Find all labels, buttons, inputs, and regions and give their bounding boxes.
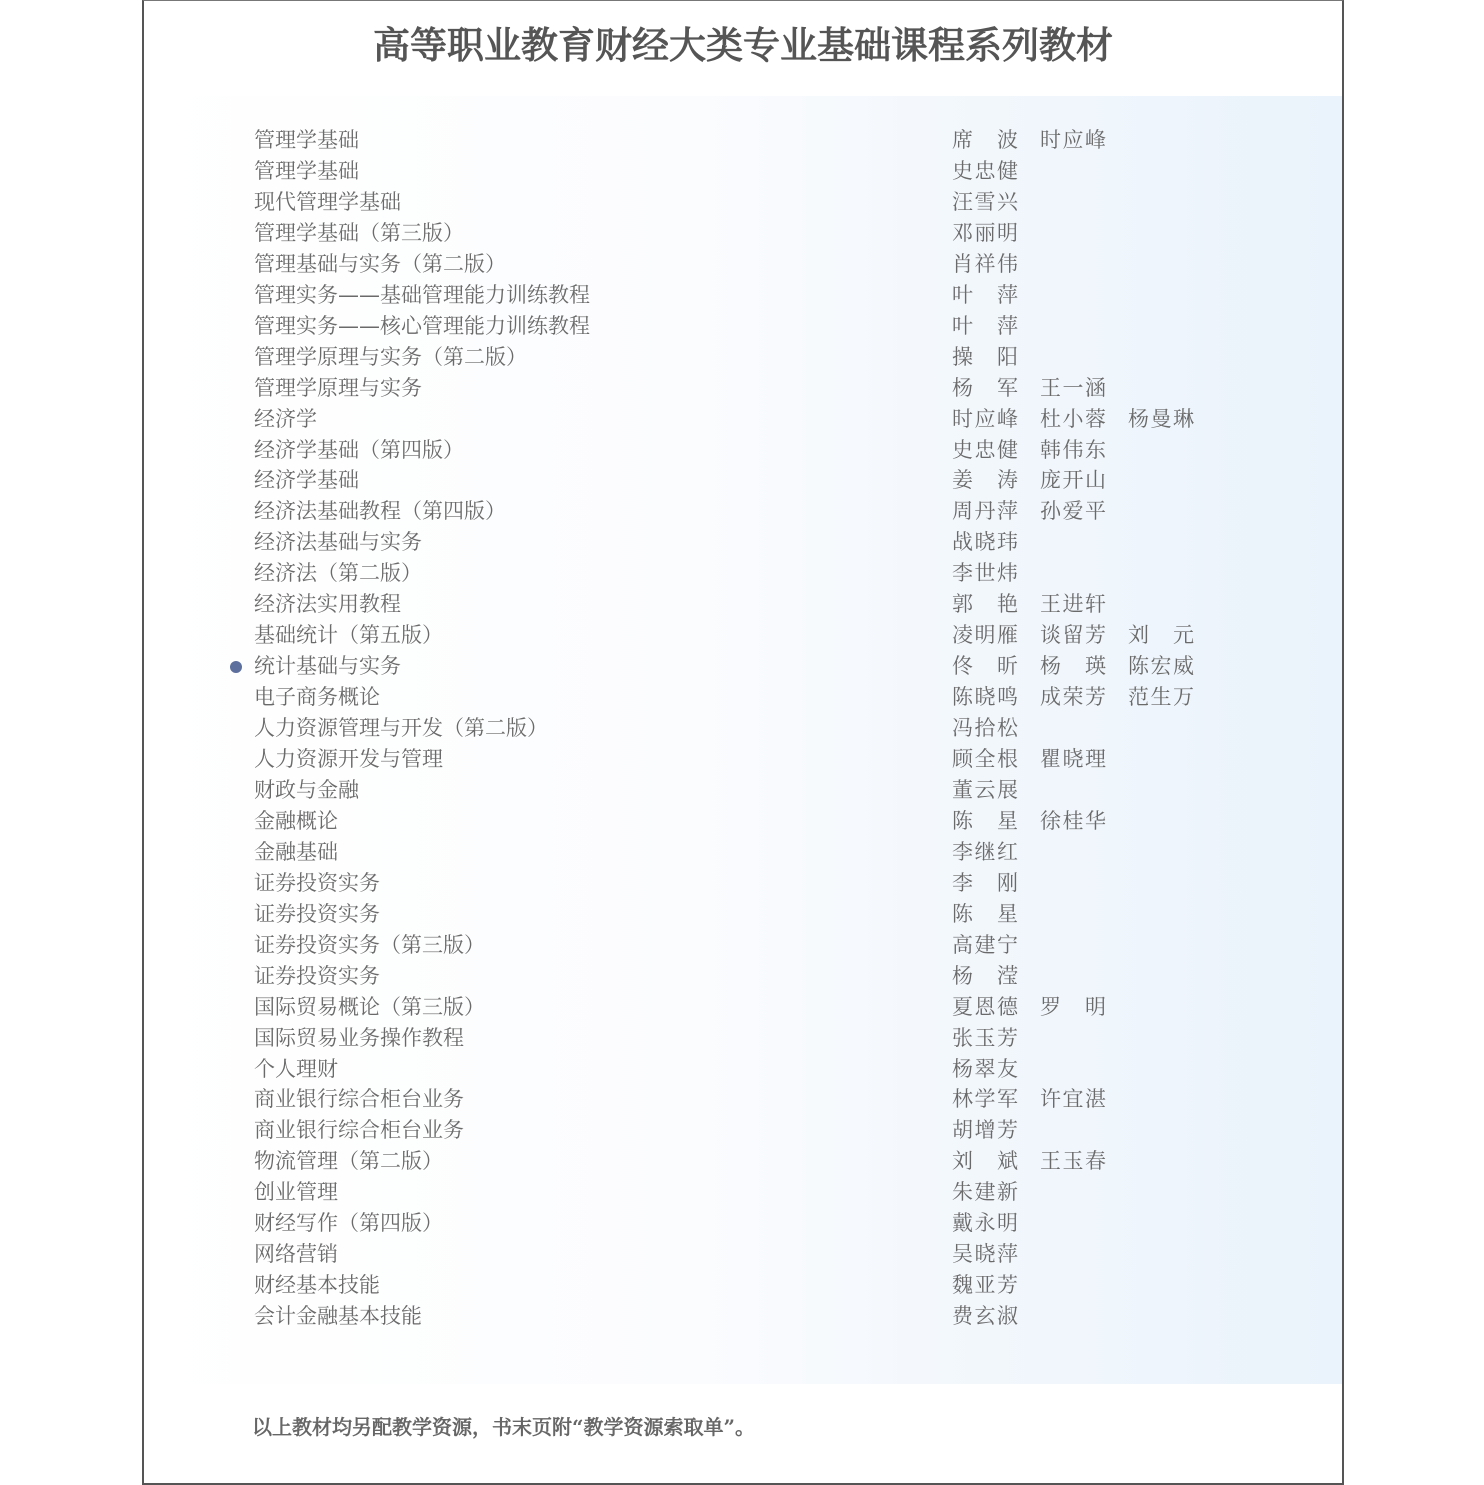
author-name: 费玄淑 (952, 1304, 1018, 1329)
book-title: 商业银行综合柜台业务 (254, 1087, 464, 1112)
author-name: 刘 元 (1128, 623, 1194, 648)
author-name: 高建宁 (952, 932, 1018, 957)
book-title: 人力资源管理与开发（第二版） (254, 716, 548, 741)
author-name: 史忠健 (952, 437, 1018, 462)
author-name: 冯拾松 (952, 716, 1018, 741)
book-title: 经济学 (254, 406, 317, 431)
author-name: 夏恩德 (952, 994, 1018, 1019)
book-row (144, 930, 1342, 961)
author-name: 张玉芳 (952, 1025, 1018, 1050)
author-name: 王进轩 (1040, 592, 1106, 617)
book-row (144, 311, 1342, 342)
book-row (144, 1084, 1342, 1115)
author-name: 肖祥伟 (952, 251, 1018, 276)
book-title: 金融基础 (254, 839, 338, 864)
book-row (144, 961, 1342, 992)
book-row (144, 125, 1342, 156)
author-name: 李世炜 (952, 561, 1018, 586)
author-name: 操 阳 (952, 344, 1018, 369)
book-row (144, 1208, 1342, 1239)
book-title: 电子商务概论 (254, 685, 380, 710)
author-name: 叶 萍 (952, 313, 1018, 338)
book-title: 经济学基础（第四版） (254, 437, 464, 462)
author-name: 王玉春 (1040, 1149, 1106, 1174)
catalog-page (142, 0, 1344, 1485)
book-title: 经济法（第二版） (254, 561, 422, 586)
book-row (144, 589, 1342, 620)
book-row (144, 1270, 1342, 1301)
book-row (144, 435, 1342, 466)
author-name: 韩伟东 (1040, 437, 1106, 462)
book-row (144, 713, 1342, 744)
book-title: 经济法基础与实务 (254, 530, 422, 555)
book-row (144, 1146, 1342, 1177)
book-row (144, 558, 1342, 589)
book-row (144, 187, 1342, 218)
book-row (144, 806, 1342, 837)
book-title: 经济学基础 (254, 468, 359, 493)
book-title: 管理学原理与实务（第二版） (254, 344, 527, 369)
book-row (144, 527, 1342, 558)
book-title: 财经基本技能 (254, 1273, 380, 1298)
book-title: 金融概论 (254, 808, 338, 833)
book-title: 管理学基础 (254, 128, 359, 152)
author-name: 孙爱平 (1040, 499, 1106, 524)
book-title: 基础统计（第五版） (254, 623, 443, 648)
author-name: 凌明雁 (952, 623, 1018, 648)
author-name: 席 波 (952, 128, 1018, 152)
book-title: 证券投资实务 (254, 963, 380, 988)
book-row (144, 373, 1342, 404)
book-title: 统计基础与实务 (254, 654, 401, 679)
book-row (144, 496, 1342, 527)
book-row (144, 899, 1342, 930)
author-name: 陈 星 (952, 901, 1018, 926)
book-row (144, 744, 1342, 775)
author-name: 战晓玮 (952, 530, 1018, 555)
book-row (144, 218, 1342, 249)
author-name: 瞿晓理 (1040, 747, 1106, 771)
author-name: 李继红 (952, 839, 1018, 864)
book-title: 财政与金融 (254, 777, 359, 802)
author-name: 罗 明 (1040, 994, 1106, 1019)
book-row (144, 156, 1342, 187)
book-title: 个人理财 (254, 1056, 338, 1081)
book-title: 证券投资实务（第三版） (254, 932, 485, 957)
book-row (144, 342, 1342, 373)
author-name: 刘 斌 (952, 1149, 1018, 1174)
book-title: 经济法实用教程 (254, 592, 401, 617)
book-row (144, 1301, 1342, 1332)
book-row (144, 651, 1342, 682)
book-title: 管理实务——基础管理能力训练教程 (254, 282, 590, 307)
author-name: 郭 艳 (952, 592, 1018, 617)
book-title: 管理学基础 (254, 158, 359, 183)
page-title: 高等职业教育财经大类专业基础课程系列教材 (373, 23, 1113, 67)
book-row (144, 620, 1342, 651)
author-name: 杜小蓉 (1040, 406, 1106, 431)
author-name: 许宜湛 (1040, 1087, 1106, 1112)
author-name: 成荣芳 (1040, 685, 1106, 710)
book-title: 管理学基础（第三版） (254, 220, 464, 245)
author-name: 周丹萍 (952, 499, 1018, 524)
book-title: 创业管理 (254, 1180, 338, 1205)
footer-note: 以上教材均另配教学资源，书末页附“教学资源索取单”。 (252, 1415, 756, 1439)
author-name: 陈 星 (952, 808, 1018, 833)
book-title: 会计金融基本技能 (254, 1304, 422, 1329)
book-title: 现代管理学基础 (254, 189, 401, 214)
author-name: 时应峰 (1040, 128, 1106, 152)
book-row (144, 280, 1342, 311)
author-name: 王一涵 (1040, 375, 1106, 400)
author-name: 杨 滢 (952, 963, 1018, 988)
book-row (144, 1023, 1342, 1054)
book-title: 管理基础与实务（第二版） (254, 251, 506, 276)
book-title: 管理实务——核心管理能力训练教程 (254, 313, 590, 338)
author-name: 谈留芳 (1040, 623, 1106, 648)
book-title: 商业银行综合柜台业务 (254, 1118, 464, 1143)
author-name: 范生万 (1128, 685, 1194, 710)
author-name: 杨 军 (952, 375, 1018, 400)
book-title: 证券投资实务 (254, 901, 380, 926)
bullet-icon (230, 661, 242, 673)
author-name: 叶 萍 (952, 282, 1018, 307)
author-name: 汪雪兴 (952, 189, 1018, 214)
author-name: 董云展 (952, 777, 1018, 802)
book-row (144, 775, 1342, 806)
author-name: 杨 瑛 (1040, 654, 1106, 679)
author-name: 邓丽明 (952, 220, 1018, 245)
author-name: 林学军 (952, 1087, 1018, 1112)
author-name: 陈宏威 (1128, 654, 1194, 679)
author-name: 吴晓萍 (952, 1242, 1018, 1267)
book-title: 财经写作（第四版） (254, 1211, 443, 1236)
book-title: 证券投资实务 (254, 870, 380, 895)
book-title: 网络营销 (254, 1242, 338, 1267)
book-row (144, 992, 1342, 1023)
author-name: 顾全根 (952, 747, 1018, 771)
book-row (144, 868, 1342, 899)
book-row (144, 404, 1342, 435)
author-name: 徐桂华 (1040, 808, 1106, 833)
book-row (144, 1115, 1342, 1146)
author-name: 佟 昕 (952, 654, 1018, 679)
author-name: 李 刚 (952, 870, 1018, 895)
author-name: 陈晓鸣 (952, 685, 1018, 710)
book-row (144, 682, 1342, 713)
book-row (144, 837, 1342, 868)
author-name: 胡增芳 (952, 1118, 1018, 1143)
author-name: 杨曼琳 (1128, 406, 1194, 431)
author-name: 姜 涛 (952, 468, 1018, 493)
book-row (144, 1177, 1342, 1208)
book-title: 国际贸易业务操作教程 (254, 1025, 464, 1050)
book-row (144, 465, 1342, 496)
book-row (144, 1239, 1342, 1270)
book-row (144, 1054, 1342, 1085)
author-name: 魏亚芳 (952, 1273, 1018, 1298)
author-name: 朱建新 (952, 1180, 1018, 1205)
author-name: 戴永明 (952, 1211, 1018, 1236)
book-title: 经济法基础教程（第四版） (254, 499, 506, 524)
book-title: 管理学原理与实务 (254, 375, 422, 400)
author-name: 庞开山 (1040, 468, 1106, 493)
author-name: 时应峰 (952, 406, 1018, 431)
author-name: 杨翠友 (952, 1056, 1018, 1081)
book-row (144, 249, 1342, 280)
book-title: 国际贸易概论（第三版） (254, 994, 485, 1019)
author-name: 史忠健 (952, 158, 1018, 183)
book-title: 物流管理（第二版） (254, 1149, 443, 1174)
book-title: 人力资源开发与管理 (254, 747, 443, 771)
